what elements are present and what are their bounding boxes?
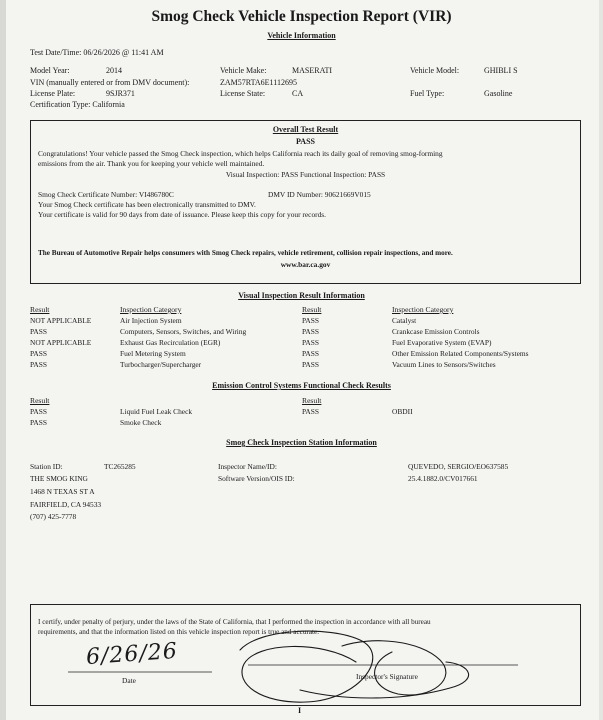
overall-result-value: PASS <box>296 137 315 146</box>
functional-check-heading: Emission Control Systems Functional Check Results <box>212 381 391 390</box>
visual-left-category-2: Computers, Sensors, Switches, and Wiring <box>120 327 247 336</box>
section-vehicle-information: Vehicle Information <box>267 31 336 40</box>
visual-right-category-1: Catalyst <box>392 316 417 325</box>
station-address-1: 1468 N TEXAS ST A <box>30 487 95 496</box>
visual-right-result-1: PASS <box>302 316 319 325</box>
visual-right-category-header: Inspection Category <box>392 305 454 314</box>
visual-left-result-header: Result <box>30 305 50 314</box>
license-state-label: License State: <box>220 89 266 98</box>
page-mark: I <box>298 706 302 715</box>
congrats-line-1: Congratulations! Your vehicle passed the Smog Check inspection, which helps California reach its daily goal of removing smog-forming <box>38 149 443 158</box>
handwritten-date: 6/26/26 <box>85 638 179 671</box>
station-phone: (707) 425-7778 <box>30 512 77 521</box>
inspector-label: Inspector Name/ID: <box>218 462 277 471</box>
fuel-type-value: Gasoline <box>484 89 513 98</box>
station-id-value: TC265285 <box>104 462 136 471</box>
vehicle-model-label: Vehicle Model: <box>410 66 460 75</box>
dmv-id-number: DMV ID Number: 90621669V015 <box>268 190 371 199</box>
visual-left-category-4: Fuel Metering System <box>120 349 186 358</box>
signature-mark <box>240 631 469 702</box>
visual-left-result-4: PASS <box>30 349 47 358</box>
station-name: THE SMOG KING <box>30 474 88 483</box>
visual-left-category-5: Turbocharger/Supercharger <box>120 360 202 369</box>
certificate-number: Smog Check Certificate Number: VI486780C <box>38 190 174 199</box>
fuel-type-label: Fuel Type: <box>410 89 445 98</box>
functional-left-result-1: PASS <box>30 407 47 416</box>
station-id-label: Station ID: <box>30 462 63 471</box>
license-plate-label: License Plate: <box>30 89 76 98</box>
visual-left-result-5: PASS <box>30 360 47 369</box>
visual-right-result-3: PASS <box>302 338 319 347</box>
overall-result-heading: Overall Test Result <box>272 125 339 134</box>
station-info-heading: Smog Check Inspection Station Information <box>226 438 377 447</box>
vin-value: ZAM57RTA6E1112695 <box>220 78 297 87</box>
report-title: Smog Check Vehicle Inspection Report (VIR) <box>151 8 452 25</box>
functional-left-result-2: PASS <box>30 418 47 427</box>
functional-left-category-2: Smoke Check <box>120 418 162 427</box>
vehicle-make-label: Vehicle Make: <box>220 66 267 75</box>
license-plate-value: 9SJR371 <box>106 89 135 98</box>
visual-left-category-3: Exhaust Gas Recirculation (EGR) <box>120 338 221 347</box>
model-year-label: Model Year: <box>30 66 70 75</box>
visual-left-category-header: Inspection Category <box>120 305 182 314</box>
certify-line-1: I certify, under penalty of perjury, under the laws of the State of California, that I performed the inspection in accordance with all bureau <box>38 618 431 626</box>
visual-right-result-5: PASS <box>302 360 319 369</box>
visual-right-result-4: PASS <box>302 349 319 358</box>
vehicle-make-value: MASERATI <box>292 66 333 75</box>
visual-right-category-5: Vacuum Lines to Sensors/Switches <box>392 360 496 369</box>
inspection-summary: Visual Inspection: PASS Functional Inspection: PASS <box>225 170 386 179</box>
inspector-value: QUEVEDO, SERGIO/EO637585 <box>408 462 509 471</box>
functional-right-result-header: Result <box>302 396 322 405</box>
visual-left-result-2: PASS <box>30 327 47 336</box>
visual-right-category-3: Fuel Evaporative System (EVAP) <box>392 338 492 347</box>
test-datetime: Test Date/Time: 06/26/2026 @ 11:41 AM <box>30 48 164 57</box>
functional-right-category-1: OBDII <box>392 407 413 416</box>
station-address-2: FAIRFIELD, CA 94533 <box>30 500 102 509</box>
bar-website: www.bar.ca.gov <box>280 260 331 269</box>
visual-right-category-4: Other Emission Related Components/Systems <box>392 349 529 358</box>
bar-info-line-1: The Bureau of Automotive Repair helps consumers with Smog Check repairs, vehicle retirement, collision repair inspections, and more. <box>38 249 453 257</box>
functional-right-result-1: PASS <box>302 407 319 416</box>
vin-label: VIN (manually entered or from DMV document): <box>30 78 190 87</box>
visual-inspection-heading: Visual Inspection Result Information <box>238 291 365 300</box>
visual-right-category-2: Crankcase Emission Controls <box>392 327 480 336</box>
certification-type: Certification Type: California <box>30 100 125 109</box>
vehicle-model-value: GHIBLI S <box>484 66 518 75</box>
visual-left-category-1: Air Injection System <box>120 316 182 325</box>
transmitted-note: Your Smog Check certificate has been electronically transmitted to DMV. <box>38 200 256 209</box>
functional-left-result-header: Result <box>30 396 50 405</box>
license-state-value: CA <box>292 89 304 98</box>
congrats-line-2: emissions from the air. Thank you for keeping your vehicle well maintained. <box>38 159 265 168</box>
visual-right-result-2: PASS <box>302 327 319 336</box>
functional-left-category-1: Liquid Fuel Leak Check <box>120 407 193 416</box>
visual-left-result-1: NOT APPLICABLE <box>30 316 92 325</box>
model-year-value: 2014 <box>106 66 122 75</box>
certify-line-2: requirements, and that the information listed on this vehicle inspection report is true and accurate. <box>38 628 320 636</box>
software-label: Software Version/OIS ID: <box>218 474 295 483</box>
visual-left-result-3: NOT APPLICABLE <box>30 338 92 347</box>
inspector-signature-label: Inspector's Signature <box>356 672 418 681</box>
date-label: Date <box>122 676 136 685</box>
validity-note: Your certificate is valid for 90 days from date of issuance. Please keep this copy for your records. <box>38 210 327 219</box>
visual-right-result-header: Result <box>302 305 322 314</box>
software-value: 25.4.1882.0/CV017661 <box>408 474 478 483</box>
